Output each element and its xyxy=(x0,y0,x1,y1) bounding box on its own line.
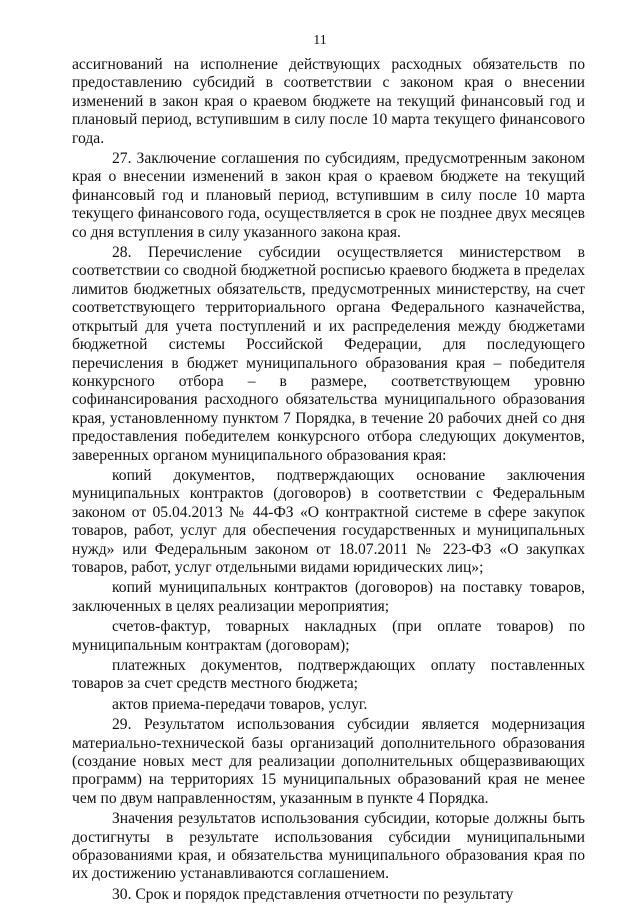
paragraph-continuation: ассигнований на исполнение действующих расходных обязательств по предоставлению субсидий в соответствии с законом края о внесении изменений в закон края о краевом бюджете на текущий финансовый год и плановый период, вступившим в силу после 10 марта текущего финансового года. xyxy=(72,56,585,147)
page-number: 11 xyxy=(313,33,327,48)
document-body xyxy=(72,56,585,904)
list-item-copies-documents: копий документов, подтверждающих основание заключения муниципальных контрактов (договоров) в соответствии с Федеральным законом от 05.04.2013 № 44-ФЗ «О контрактной системе в сфере закупок товаров, работ, услуг для обеспечения государственных и муниципальных нужд» или Федеральным законом от 18.07.2011 № 223-ФЗ «О закупках товаров, работ, услуг отдельными видами юридических лиц»; xyxy=(72,466,585,576)
list-item-invoices: счетов-фактур, товарных накладных (при оплате товаров) по муниципальным контрактам (договорам); xyxy=(72,618,585,654)
paragraph-28: 28. Перечисление субсидии осуществляется министерством в соответствии со сводной бюджетной росписью краевого бюджета в пределах лимитов бюджетных обязательств, предусмотренных министерству, на счет соответствующего территориального органа Федерального казначейства, открытый для учета поступлений и их распределения между бюджетами бюджетной системы Российской Федерации, для последующего перечисления в бюджет муниципального образования края – победителя конкурсного отбора – в размере, соответствующем уровню софинансирования расходного обязательства муниципального образования края, установленному пунктом 7 Порядка, в течение 20 рабочих дней со дня предоставления победителем конкурсного отбора следующих документов, заверенных органом муниципального образования края: xyxy=(72,244,585,464)
paragraph-29: 29. Результатом использования субсидии является модернизация материально-технической базы организаций дополнительного образования (создание новых мест для реализации дополнительных общеразвивающих программ) на территориях 15 муниципальных образований края не менее чем по двум направленностям, указанным в пункте 4 Порядка. xyxy=(72,716,585,807)
list-item-acceptance-acts: актов приема-передачи товаров, услуг. xyxy=(112,695,368,713)
list-item-copies-contracts: копий муниципальных контрактов (договоров) на поставку товаров, заключенных в целях реализации мероприятия; xyxy=(72,579,585,615)
list-item-payment-documents: платежных документов, подтверждающих оплату поставленных товаров за счет средств местного бюджета; xyxy=(72,657,585,693)
paragraph-27: 27. Заключение соглашения по субсидиям, предусмотренным законом края о внесении изменений в закон края о краевом бюджете на текущий финансовый год и плановый период, вступившим в силу после 10 марта текущего финансового года, осуществляется в срок не позднее двух месяцев со дня вступления в силу указанного закона края. xyxy=(72,150,585,241)
paragraph-30: 30. Срок и порядок представления отчетности по результату xyxy=(112,885,514,903)
paragraph-29-results: Значения результатов использования субсидии, которые должны быть достигнуты в результате использования субсидии муниципальными образованиями края, и обязательства муниципального образования края по их достижению устанавливаются соглашением. xyxy=(72,810,585,883)
